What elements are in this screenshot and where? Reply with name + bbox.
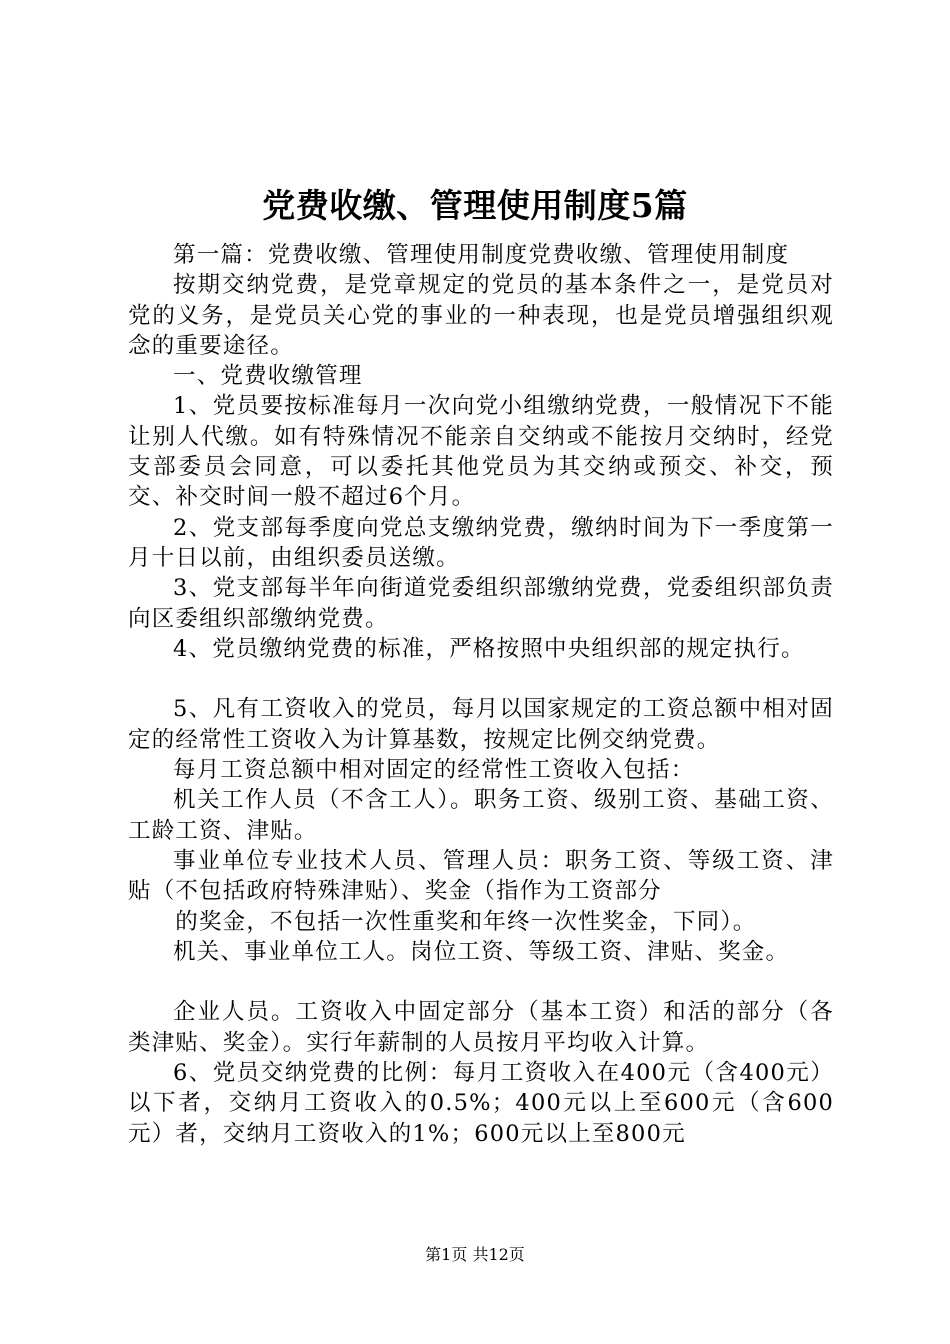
paragraph: 4、党员缴纳党费的标准，严格按照中央组织部的规定执行。: [173, 635, 805, 662]
paragraph: 第一篇：党费收缴、管理使用制度党费收缴、管理使用制度: [173, 242, 790, 268]
document-body: [128, 240, 834, 1149]
paragraph: 按期交纳党费，是党章规定的党员的基本条件之一，是党员对党的义务，是党员关心党的事业的一种表现，也是党员增强组织观念的重要途径。: [128, 272, 834, 359]
paragraph: 6、党员交纳党费的比例：每月工资收入在400元（含400元）以下者，交纳月工资收入的0.5%；400元以上至600元（含600元）者，交纳月工资收入的1%；600元以上至800元: [128, 1060, 834, 1147]
paragraph: 机关工作人员（不含工人）。职务工资、级别工资、基础工资、工龄工资、津贴。: [128, 787, 834, 844]
paragraph-continuation: 的奖金，不包括一次性重奖和年终一次性奖金，下同）。: [175, 908, 757, 935]
paragraph: 每月工资总额中相对固定的经常性工资收入包括：: [173, 757, 695, 784]
paragraph: 2、党支部每季度向党总支缴纳党费，缴纳时间为下一季度第一月十日以前，由组织委员送缴。: [128, 514, 834, 571]
section-heading: 一、党费收缴管理: [173, 363, 363, 390]
paragraph: 3、党支部每半年向街道党委组织部缴纳党费，党委组织部负责向区委组织部缴纳党费。: [128, 575, 834, 632]
paragraph: 1、党员要按标准每月一次向党小组缴纳党费，一般情况下不能让别人代缴。如有特殊情况不能亲自交纳或不能按月交纳时，经党支部委员会同意，可以委托其他党员为其交纳或预交、补交，预交、补交时间一般不超过6个月。: [128, 393, 834, 511]
page-footer: 第1页 共12页: [425, 1245, 525, 1264]
paragraph: 5、凡有工资收入的党员，每月以国家规定的工资总额中相对固定的经常性工资收入为计算基数，按规定比例交纳党费。: [128, 696, 834, 753]
blank-line: [128, 967, 834, 997]
paragraph: 机关、事业单位工人。岗位工资、等级工资、津贴、奖金。: [173, 938, 790, 965]
blank-line: [128, 664, 834, 694]
document-title: 党费收缴、管理使用制度5篇: [262, 186, 688, 225]
paragraph: 企业人员。工资收入中固定部分（基本工资）和活的部分（各类津贴、奖金）。实行年薪制的人员按月平均收入计算。: [128, 999, 834, 1056]
paragraph: 事业单位专业技术人员、管理人员：职务工资、等级工资、津贴（不包括政府特殊津贴）、奖金（指作为工资部分: [128, 847, 834, 905]
